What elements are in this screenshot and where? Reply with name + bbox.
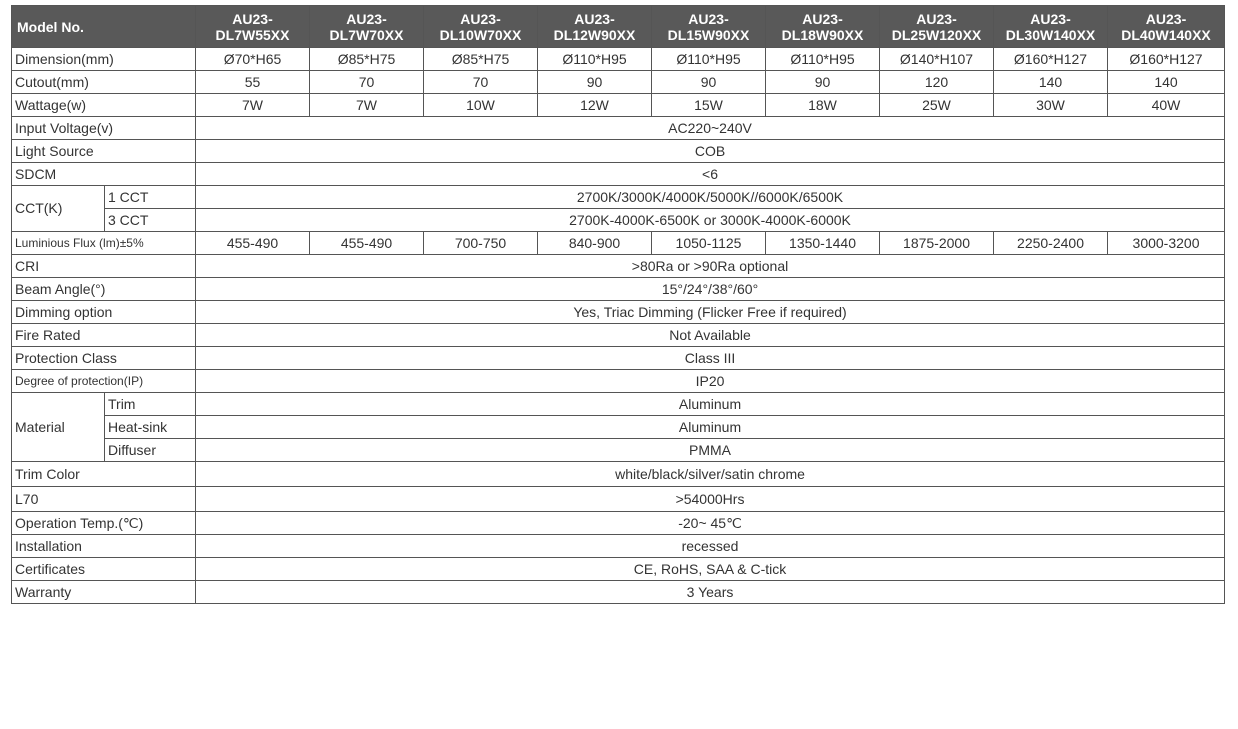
model-header: AU23- DL7W70XX [310,6,424,48]
material-diffuser-row [12,439,1225,462]
row-label: Installation [12,535,196,558]
table-cell: 700-750 [424,232,538,255]
table-cell: 25W [880,94,994,117]
table-cell: Ø160*H127 [1108,48,1225,71]
sub-label: 1 CCT [105,186,196,209]
trim-color-row [12,462,1225,487]
table-cell: 840-900 [538,232,652,255]
row-label: L70 [12,487,196,512]
table-cell: 140 [994,71,1108,94]
table-cell: IP20 [196,370,1225,393]
table-cell: Not Available [196,324,1225,347]
model-header: AU23- DL30W140XX [994,6,1108,48]
table-cell: >54000Hrs [196,487,1225,512]
ip-row [12,370,1225,393]
row-label: Luminious Flux (lm)±5% [12,232,196,255]
table-cell: Ø160*H127 [994,48,1108,71]
table-cell: 455-490 [196,232,310,255]
beam-angle-row [12,278,1225,301]
table-cell: 3 Years [196,581,1225,604]
model-header: AU23- DL18W90XX [766,6,880,48]
model-header: AU23- DL40W140XX [1108,6,1225,48]
wattage-row [12,94,1225,117]
sub-label: Diffuser [105,439,196,462]
row-label: Trim Color [12,462,196,487]
table-cell: 18W [766,94,880,117]
operation-temp-row [12,512,1225,535]
table-cell: 2700K-4000K-6500K or 3000K-4000K-6000K [196,209,1225,232]
table-cell: 2250-2400 [994,232,1108,255]
cri-row [12,255,1225,278]
dimension-row [12,48,1225,71]
table-cell: 1875-2000 [880,232,994,255]
table-cell: 455-490 [310,232,424,255]
table-cell: 120 [880,71,994,94]
row-label: Dimension(mm) [12,48,196,71]
row-label: Fire Rated [12,324,196,347]
warranty-row [12,581,1225,604]
row-label: SDCM [12,163,196,186]
table-cell: 7W [310,94,424,117]
model-header: AU23- DL12W90XX [538,6,652,48]
table-cell: 1350-1440 [766,232,880,255]
table-cell: AC220~240V [196,117,1225,140]
table-cell: 3000-3200 [1108,232,1225,255]
table-cell: 40W [1108,94,1225,117]
table-cell: 90 [538,71,652,94]
table-cell: -20~ 45℃ [196,512,1225,535]
certificates-row [12,558,1225,581]
table-cell: 7W [196,94,310,117]
table-cell: Ø110*H95 [538,48,652,71]
row-label: Certificates [12,558,196,581]
material-trim-row [12,393,1225,416]
table-cell: 15°/24°/38°/60° [196,278,1225,301]
table-cell: 140 [1108,71,1225,94]
row-label: Degree of protection(IP) [12,370,196,393]
table-cell: <6 [196,163,1225,186]
sub-label: Heat-sink [105,416,196,439]
table-cell: 90 [766,71,880,94]
row-label: Cutout(mm) [12,71,196,94]
table-cell: 12W [538,94,652,117]
input-voltage-row [12,117,1225,140]
row-label: CCT(K) [12,186,105,232]
installation-row [12,535,1225,558]
model-header: AU23- DL7W55XX [196,6,310,48]
table-cell: PMMA [196,439,1225,462]
table-cell: Yes, Triac Dimming (Flicker Free if required) [196,301,1225,324]
table-cell: 70 [310,71,424,94]
table-cell: 70 [424,71,538,94]
table-cell: COB [196,140,1225,163]
table-cell: 30W [994,94,1108,117]
table-cell: Ø140*H107 [880,48,994,71]
row-label: CRI [12,255,196,278]
table-cell: 2700K/3000K/4000K/5000K//6000K/6500K [196,186,1225,209]
spec-table [11,5,1225,604]
row-label: Operation Temp.(℃) [12,512,196,535]
table-cell: Ø70*H65 [196,48,310,71]
table-cell: 55 [196,71,310,94]
table-cell: Aluminum [196,416,1225,439]
table-cell: Ø110*H95 [766,48,880,71]
model-no-header: Model No. [12,6,196,48]
material-heatsink-row [12,416,1225,439]
cct-row-1 [12,186,1225,209]
sub-label: Trim [105,393,196,416]
cutout-row [12,71,1225,94]
table-cell: white/black/silver/satin chrome [196,462,1225,487]
row-label: Light Source [12,140,196,163]
model-header: AU23- DL15W90XX [652,6,766,48]
table-cell: Ø85*H75 [424,48,538,71]
l70-row [12,487,1225,512]
table-cell: Ø110*H95 [652,48,766,71]
table-cell: >80Ra or >90Ra optional [196,255,1225,278]
row-label: Warranty [12,581,196,604]
cct-row-3 [12,209,1225,232]
sdcm-row [12,163,1225,186]
table-cell: recessed [196,535,1225,558]
protection-class-row [12,347,1225,370]
model-header: AU23- DL25W120XX [880,6,994,48]
table-cell: 90 [652,71,766,94]
model-header: AU23- DL10W70XX [424,6,538,48]
row-label: Material [12,393,105,462]
header-row [12,6,1225,48]
row-label: Protection Class [12,347,196,370]
table-cell: 15W [652,94,766,117]
table-cell: 1050-1125 [652,232,766,255]
row-label: Dimming option [12,301,196,324]
sub-label: 3 CCT [105,209,196,232]
row-label: Beam Angle(°) [12,278,196,301]
table-cell: Class III [196,347,1225,370]
row-label: Input Voltage(v) [12,117,196,140]
dimming-row [12,301,1225,324]
table-cell: 10W [424,94,538,117]
light-source-row [12,140,1225,163]
flux-row [12,232,1225,255]
table-cell: CE, RoHS, SAA & C-tick [196,558,1225,581]
fire-rated-row [12,324,1225,347]
row-label: Wattage(w) [12,94,196,117]
table-cell: Ø85*H75 [310,48,424,71]
table-cell: Aluminum [196,393,1225,416]
